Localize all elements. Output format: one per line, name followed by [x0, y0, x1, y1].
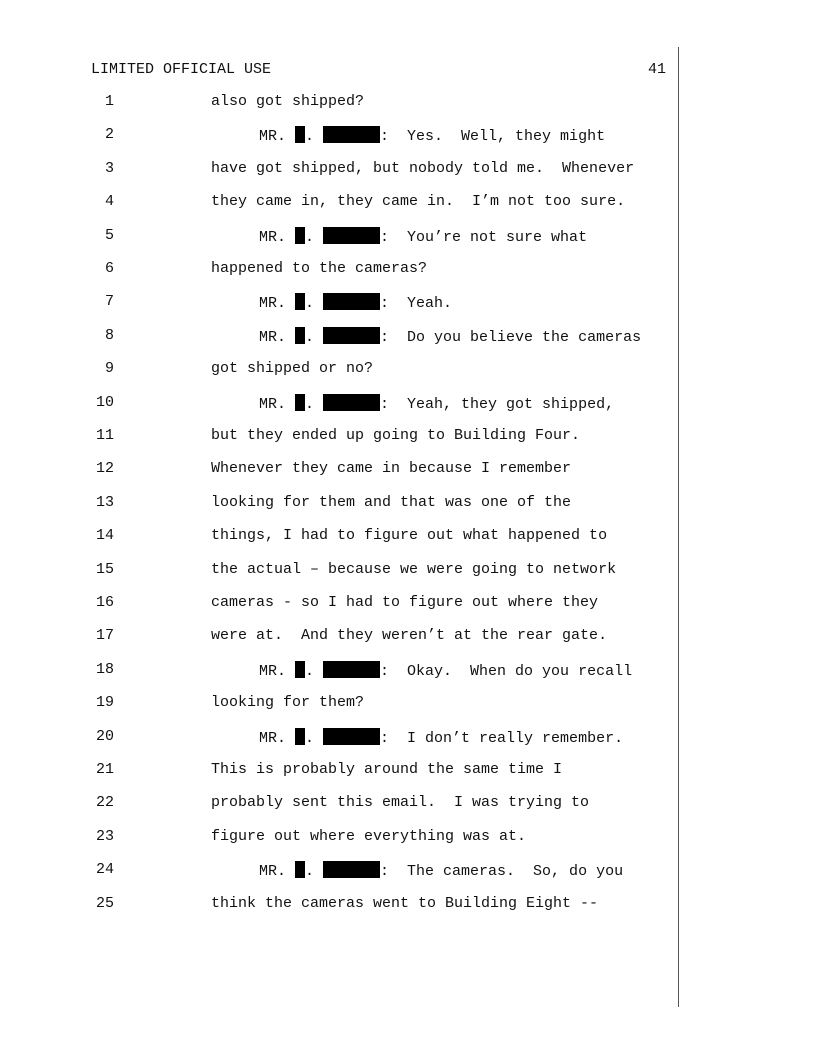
transcript-line [0, 427, 680, 449]
line-number: 18 [95, 660, 114, 678]
line-text [211, 260, 427, 277]
transcript-line [0, 260, 680, 282]
transcript-line [0, 561, 680, 583]
redaction-surname [323, 394, 380, 411]
transcript-line [0, 861, 680, 883]
line-content: also got shipped? [211, 93, 365, 110]
line-content: but they ended up going to Building Four. [211, 427, 581, 444]
line-content: looking for them? [211, 694, 365, 712]
initial-period: . [305, 863, 324, 881]
transcript-line [0, 126, 680, 148]
redaction-surname [323, 661, 380, 678]
line-content: : Yeah, they got shipped, [380, 395, 615, 413]
initial-period: . [305, 328, 324, 346]
transcript-line [0, 728, 680, 750]
transcript-line [0, 93, 680, 115]
line-number: 9 [104, 360, 114, 378]
redaction-initial [295, 293, 305, 310]
redaction-initial [295, 661, 305, 678]
line-number: 21 [95, 761, 114, 778]
transcript-line [0, 527, 680, 549]
page-number: 41 [647, 61, 666, 78]
transcript-line [0, 761, 680, 783]
speaker-title: MR. [259, 295, 296, 313]
initial-period: . [305, 228, 324, 246]
line-content: : Yes. Well, they might [380, 128, 606, 146]
transcript-line [0, 394, 680, 416]
line-text [211, 627, 607, 644]
line-text [211, 460, 571, 477]
transcript-line [0, 227, 680, 249]
transcript-line [0, 494, 680, 516]
line-text [259, 293, 452, 312]
line-content: : You’re not sure what [380, 228, 588, 246]
line-content: they came in, they came in. I’m not too sure. [211, 193, 626, 211]
transcript-line [0, 794, 680, 816]
redaction-initial [295, 728, 305, 745]
line-content: got shipped or no? [211, 360, 374, 378]
line-text [211, 360, 373, 377]
redaction-initial [295, 861, 305, 878]
line-number: 15 [95, 560, 114, 578]
line-number: 2 [104, 126, 114, 144]
transcript-line [0, 360, 680, 382]
line-content: cameras - so I had to figure out where they [211, 594, 599, 611]
line-text [211, 828, 526, 845]
initial-period: . [305, 128, 324, 146]
transcript-line [0, 828, 680, 850]
speaker-title: MR. [259, 395, 296, 413]
line-number: 23 [95, 827, 114, 845]
line-text [259, 394, 614, 413]
line-content: figure out where everything was at. [211, 827, 527, 845]
line-text [211, 594, 598, 611]
line-text [259, 227, 587, 246]
line-text [211, 427, 580, 444]
transcript-line [0, 694, 680, 716]
line-text [259, 861, 623, 880]
speaker-title: MR. [259, 863, 296, 881]
line-text [259, 126, 605, 145]
redaction-initial [295, 227, 305, 244]
speaker-title: MR. [259, 662, 296, 680]
line-number: 11 [95, 427, 114, 444]
line-number: 20 [95, 727, 114, 745]
line-text [259, 728, 623, 747]
line-number: 17 [95, 627, 114, 645]
initial-period: . [305, 729, 324, 747]
line-text [211, 761, 562, 778]
line-number: 1 [104, 93, 114, 110]
line-content: : Okay. When do you recall [380, 662, 633, 680]
line-text [211, 494, 571, 511]
line-number: 8 [104, 326, 114, 344]
line-content: : I don’t really remember. [380, 729, 624, 747]
redaction-surname [323, 227, 380, 244]
line-text [211, 694, 364, 711]
line-number: 7 [104, 293, 114, 311]
line-content: : Do you believe the cameras [380, 328, 642, 346]
speaker-title: MR. [259, 328, 296, 346]
redaction-initial [295, 394, 305, 411]
line-number: 6 [104, 260, 114, 277]
line-number: 13 [95, 493, 114, 511]
redaction-surname [323, 861, 380, 878]
initial-period: . [305, 395, 324, 413]
line-number: 19 [95, 694, 114, 712]
line-content: : Yeah. [380, 295, 453, 313]
line-text [259, 327, 641, 346]
line-number: 16 [95, 594, 114, 611]
transcript-line [0, 327, 680, 349]
line-number: 24 [95, 861, 114, 879]
line-content: things, I had to figure out what happened to [211, 527, 608, 545]
line-text [211, 93, 364, 110]
redaction-surname [323, 327, 380, 344]
line-number: 5 [104, 226, 114, 244]
line-number: 25 [95, 894, 114, 912]
document-header-label: LIMITED OFFICIAL USE [91, 61, 272, 78]
speaker-title: MR. [259, 128, 296, 146]
line-content: probably sent this email. I was trying to [211, 794, 590, 812]
line-content: think the cameras went to Building Eight -- [211, 894, 599, 912]
initial-period: . [305, 662, 324, 680]
redaction-surname [323, 293, 380, 310]
line-text [211, 160, 634, 177]
transcript-line [0, 293, 680, 315]
line-number: 3 [104, 159, 114, 177]
redaction-surname [323, 126, 380, 143]
speaker-title: MR. [259, 729, 296, 747]
redaction-surname [323, 728, 380, 745]
transcript-line [0, 594, 680, 616]
line-content: the actual – because we were going to network [211, 560, 617, 578]
line-text [211, 527, 607, 544]
transcript-line [0, 160, 680, 182]
redaction-initial [295, 126, 305, 143]
speaker-title: MR. [259, 228, 296, 246]
transcript-line [0, 895, 680, 917]
line-content: happened to the cameras? [211, 260, 428, 277]
transcript-line [0, 661, 680, 683]
line-content: : The cameras. So, do you [380, 863, 624, 881]
line-number: 14 [95, 527, 114, 545]
line-text [211, 895, 598, 912]
line-number: 12 [95, 460, 114, 478]
transcript-line [0, 193, 680, 215]
redaction-initial [295, 327, 305, 344]
line-text [211, 794, 589, 811]
line-text [259, 661, 632, 680]
line-content: have got shipped, but nobody told me. Whenever [211, 159, 635, 177]
line-content: Whenever they came in because I remember [211, 460, 572, 478]
line-text [211, 561, 616, 578]
line-number: 22 [95, 794, 114, 812]
initial-period: . [305, 295, 324, 313]
line-content: This is probably around the same time I [211, 761, 563, 778]
line-content: were at. And they weren’t at the rear gate. [211, 627, 608, 645]
transcript-line [0, 460, 680, 482]
line-number: 10 [95, 393, 114, 411]
line-content: looking for them and that was one of the [211, 493, 572, 511]
transcript-line [0, 627, 680, 649]
line-number: 4 [104, 193, 114, 211]
line-text [211, 193, 625, 210]
